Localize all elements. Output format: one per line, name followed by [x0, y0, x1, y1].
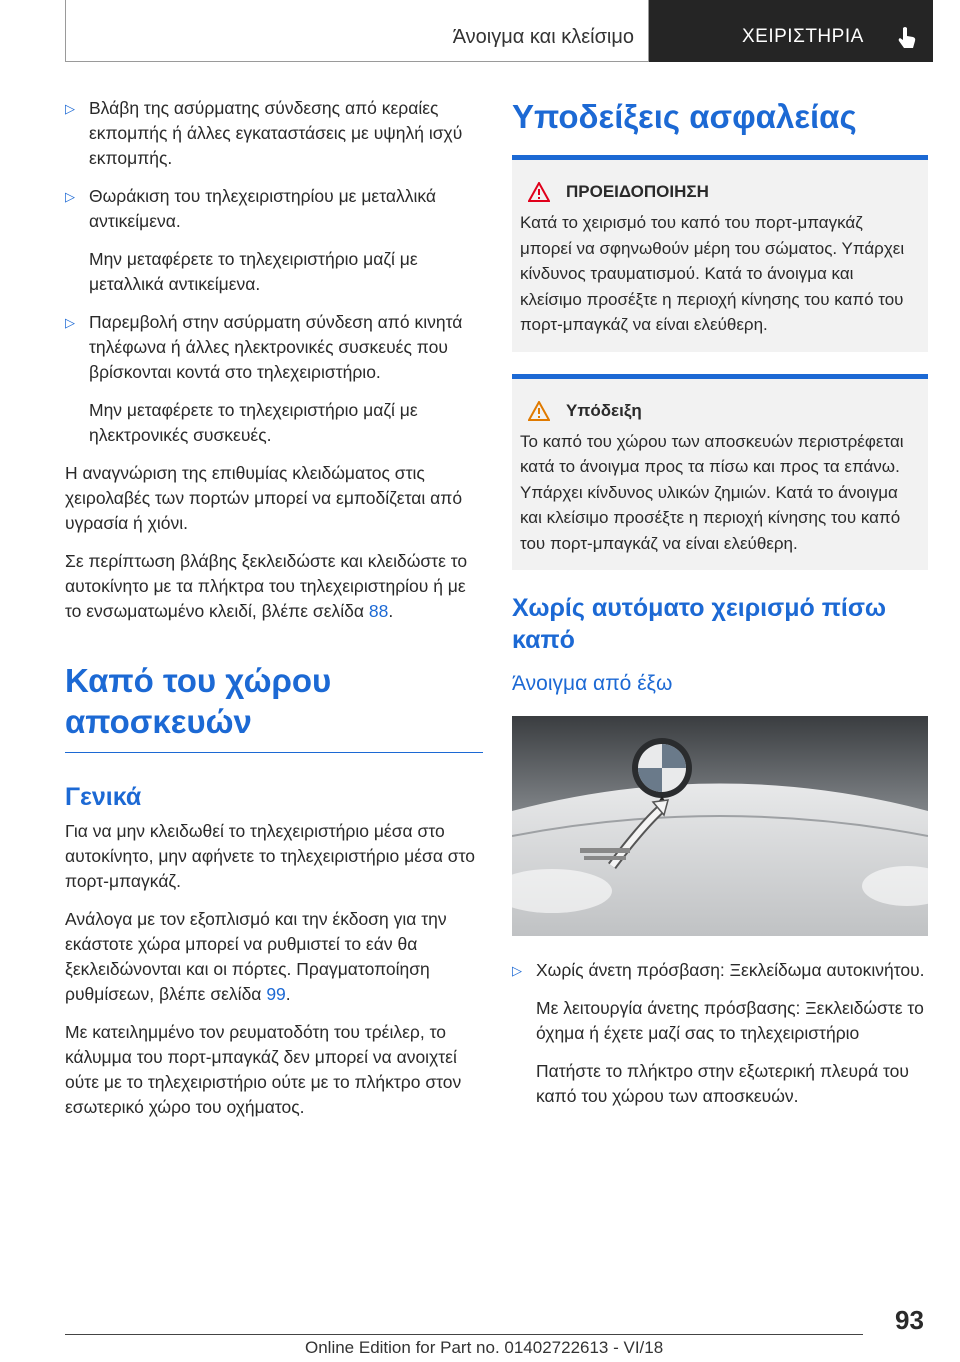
- subsection-heading: Χωρίς αυτόματο χειρισμό πίσω καπό: [512, 594, 887, 654]
- paragraph: Για να μην κλειδωθεί το τηλεχειριστήριο μέσα στο αυτοκίνητο, μην αφήνετε το τηλεχειριστήριο μέσα στο πορτ-μπαγκάζ.: [65, 821, 476, 891]
- subsubsection-heading: Άνοιγμα από έξω: [512, 672, 673, 695]
- list-item: ▷ Θωράκιση του τηλεχειριστηρίου με μεταλλικά αντικείμενα.: [65, 184, 483, 234]
- list-item-note: Με λειτουργία άνετης πρόσβασης: Ξεκλειδώστε το όχημα ή έχετε μαζί σας το τηλεχειριστήριο: [536, 998, 924, 1043]
- paragraph-text: Σε περίπτωση βλάβης ξεκλειδώστε και κλειδώστε το αυτοκίνητο με τα πλήκτρα του τηλεχειριστηρίου ή με το ενσωματωμένο κλειδί, βλέπε σελίδα: [65, 551, 468, 621]
- footer-edition: Online Edition for Part no. 01402722613 - VI/18: [305, 1338, 664, 1357]
- paragraph: Ανάλογα με τον εξοπλισμό και την έκδοση για την εκάστοτε χώρα μπορεί να ρυθμιστεί το εάν θα ξεκλειδώνονται και οι πόρτες. Πραγματοποίηση ρυθμίσεων, βλέπε σελίδα 99.: [65, 909, 447, 1004]
- right-column: [512, 96, 928, 1122]
- footer-rule: [65, 1334, 863, 1335]
- trunk-lid-photo: [512, 716, 928, 936]
- section-heading: Καπό του χώρου αποσκευών: [65, 660, 483, 753]
- page-link[interactable]: 88: [368, 601, 389, 621]
- hint-title: Υπόδειξη: [566, 400, 642, 420]
- warning-title: ΠΡΟΕΙΔΟΠΟΙΗΣΗ: [566, 182, 709, 201]
- header-section-title: Άνοιγμα και κλείσιμο: [452, 26, 634, 48]
- caution-triangle-icon: [528, 401, 550, 421]
- paragraph: Η αναγνώριση της επιθυμίας κλειδώματος στις χειρολαβές των πορτών μπορεί να εμποδίζεται από υγρασία ή χιόνι.: [65, 463, 463, 533]
- list-item: ▷ Βλάβη της ασύρματης σύνδεσης από κεραίες εκπομπής ή άλλες εγκαταστάσεις με υψηλή ισχύ εκπομπής.: [65, 96, 483, 171]
- warning-box: [512, 155, 928, 352]
- hand-pointer-icon: [897, 26, 919, 50]
- warning-triangle-icon: [528, 182, 550, 202]
- paragraph: Με κατειλημμένο τον ρευματοδότη του τρέιλερ, το κάλυμμα του πορτ-μπαγκάζ δεν μπορεί να ανοιχτεί ούτε με το τηλεχειριστήριο ούτε με το πλήκτρο στον εσωτερικό χώρο του οχήματος.: [65, 1022, 462, 1117]
- list-item: ▷ Παρεμβολή στην ασύρματη σύνδεση από κινητά τηλέφωνα ή άλλες ηλεκτρονικές συσκευές που βρίσκονται κοντά στο τηλεχειριστήριο.: [65, 310, 483, 385]
- page-number: 93: [895, 1305, 924, 1335]
- header-section-box: [65, 0, 649, 62]
- hint-text: Το καπό του χώρου των αποσκευών περιστρέφεται κατά το άνοιγμα προς τα πίσω και προς τα επάνω. Υπάρχει κίνδυνος υλικών ζημιών. Κατά το άνοιγμα και κλείσιμο προσέξτε η περιοχή κίνησης του καπό του πορτ-μπαγκάζ να είναι ελεύθερη.: [520, 431, 904, 553]
- subsection-heading: Γενικά: [65, 783, 142, 811]
- page-link[interactable]: 99: [266, 984, 286, 1004]
- list-item-note: Μην μεταφέρετε το τηλεχειριστήριο μαζί με μεταλλικά αντικείμενα.: [89, 249, 418, 294]
- paragraph-text: Ανάλογα με τον εξοπλισμό και την έκδοση για την εκάστοτε χώρα μπορεί να ρυθμιστεί το εάν θα ξεκλειδώνονται και οι πόρτες. Πραγματοποίηση ρυθμίσεων, βλέπε σελίδα: [65, 909, 447, 1004]
- left-column: [65, 96, 483, 1133]
- safety-heading: Υποδείξεις ασφαλείας: [512, 98, 857, 135]
- header-manual-tab: [649, 0, 933, 62]
- list-item-note: Πατήστε το πλήκτρο στην εξωτερική πλευρά του καπό του χώρου των αποσκευών.: [536, 1061, 909, 1106]
- warning-text: Κατά το χειρισμό του καπό του πορτ-μπαγκάζ μπορεί να σφηνωθούν μέρη του σώματος. Υπάρχει κίνδυνος τραυματισμού. Κατά το άνοιγμα και κλείσιμο προσέξτε η περιοχή κίνησης του καπό του πορτ-μπαγκάζ να είναι ελεύθερη.: [520, 213, 905, 334]
- paragraph: Σε περίπτωση βλάβης ξεκλειδώστε και κλειδώστε το αυτοκίνητο με τα πλήκτρα του τηλεχειριστηρίου ή με το ενσωματωμένο κλειδί, βλέπε σελίδα 88.: [65, 551, 468, 621]
- header-manual-title: ΧΕΙΡΙΣΤΗΡΙΑ: [742, 26, 864, 47]
- list-item-note: Μην μεταφέρετε το τηλεχειριστήριο μαζί με ηλεκτρονικές συσκευές.: [89, 400, 418, 445]
- list-item: ▷ Χωρίς άνετη πρόσβαση: Ξεκλείδωμα αυτοκινήτου.: [512, 958, 928, 983]
- hint-box: [512, 374, 928, 571]
